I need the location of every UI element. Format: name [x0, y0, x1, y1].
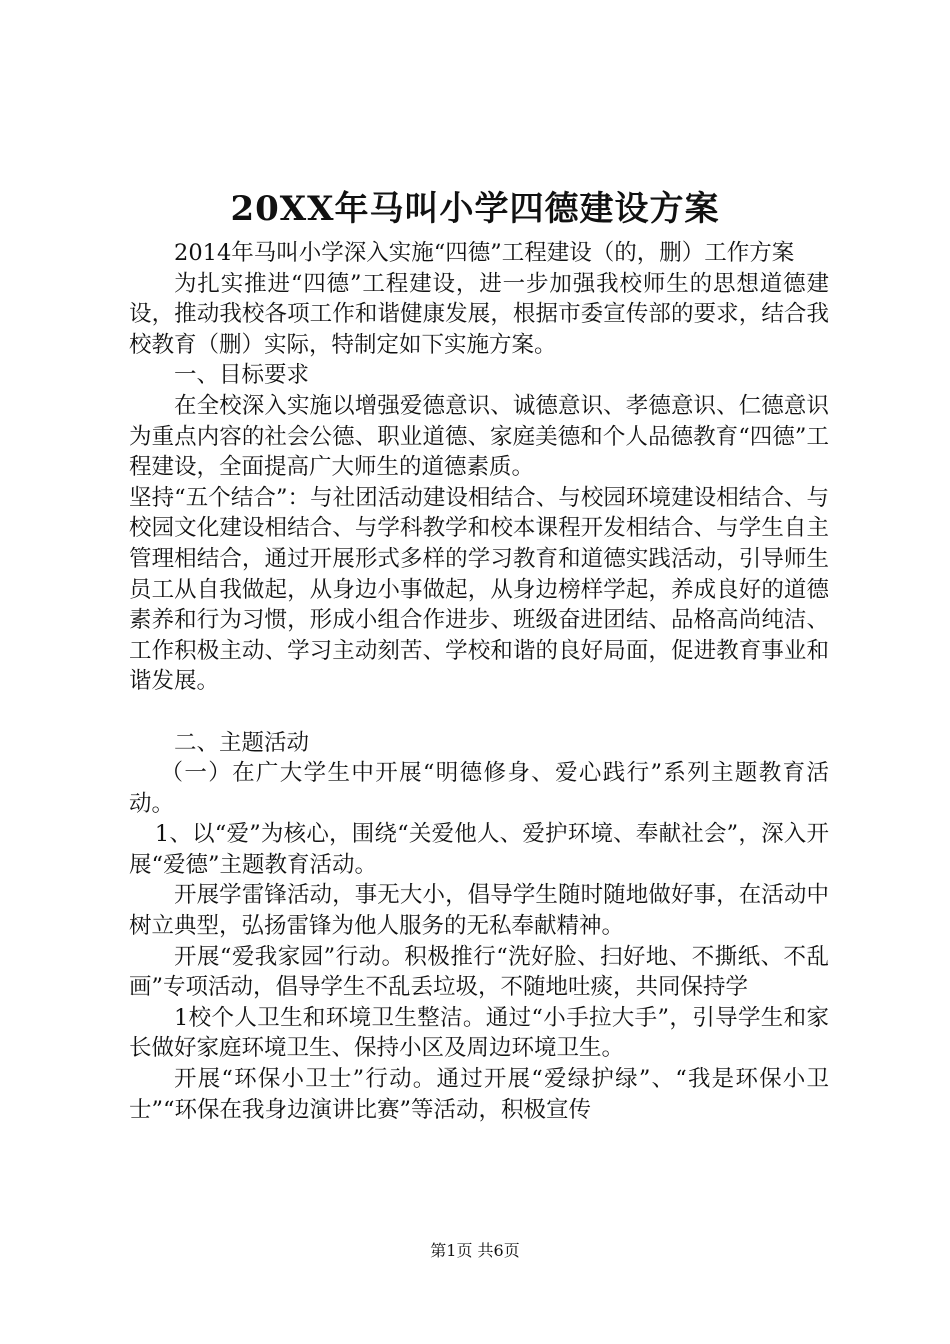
paragraph-intro-heading: 2014年马叫小学深入实施“四德”工程建设（的，删）工作方案	[174, 240, 795, 266]
paragraph-lei-feng: 开展学雷锋活动，事无大小，倡导学生随时随地做好事，在活动中树立典型，弘扬雷锋为他人服务的无私奉献精神。	[129, 882, 829, 940]
document-body	[129, 238, 829, 1125]
paragraph-eco-guard: 开展“环保小卫士”行动。通过开展“爱绿护绿”、“我是环保小卫士”“环保在我身边演讲比赛”等活动，积极宣传	[129, 1066, 829, 1123]
paragraph-love-home: 开展“爱我家园”行动。积极推行“洗好脸、扫好地、不撕纸、不乱画”专项活动，倡导学生不乱丢垃圾，不随地吐痰，共同保持学	[129, 943, 829, 1001]
subsection-heading-one: （一）在广大学生中开展“明德修身、爱心践行”系列主题教育活动。	[129, 760, 829, 817]
paragraph-love-core: 1、以“爱”为核心，围绕“关爱他人、爱护环境、奉献社会”，深入开展“爱德”主题教育活动。	[129, 821, 829, 878]
paragraph-goals: 在全校深入实施以增强爱德意识、诚德意识、孝德意识、仁德意识为重点内容的社会公德、职业道德、家庭美德和个人品德教育“四德”工程建设，全面提高广大师生的道德素质。	[129, 392, 829, 481]
paragraph-purpose: 为扎实推进“四德”工程建设，进一步加强我校师生的思想道德建设，推动我校各项工作和谐健康发展，根据市委宣传部的要求，结合我校教育（删）实际，特制定如下实施方案。	[129, 270, 829, 358]
page-number-footer: 第1页 共6页	[430, 1241, 520, 1260]
paragraph-five-combinations: 坚持“五个结合”：与社团活动建设相结合、与校园环境建设相结合、与校园文化建设相结合、与学科教学和校本课程开发相结合、与学生自主管理相结合，通过开展形式多样的学习教育和道德实践活动，引导师生员工从自我做起，从身边小事做起，从身边榜样学起，养成良好的道德素养和行为习惯，形成小组合作进步、班级奋进团结、品格高尚纯洁、工作积极主动、学习主动刻苦、学校和谐的良好局面，促进教育事业和谐发展。	[129, 484, 829, 695]
section-heading-activities: 二、主题活动	[174, 729, 310, 756]
section-heading-goals: 一、目标要求	[174, 362, 310, 389]
blank-line	[129, 697, 829, 728]
document-title: 20XX年马叫小学四德建设方案	[230, 189, 720, 229]
paragraph-hygiene: 1校个人卫生和环境卫生整洁。通过“小手拉大手”，引导学生和家长做好家庭环境卫生、保持小区及周边环境卫生。	[129, 1004, 829, 1062]
